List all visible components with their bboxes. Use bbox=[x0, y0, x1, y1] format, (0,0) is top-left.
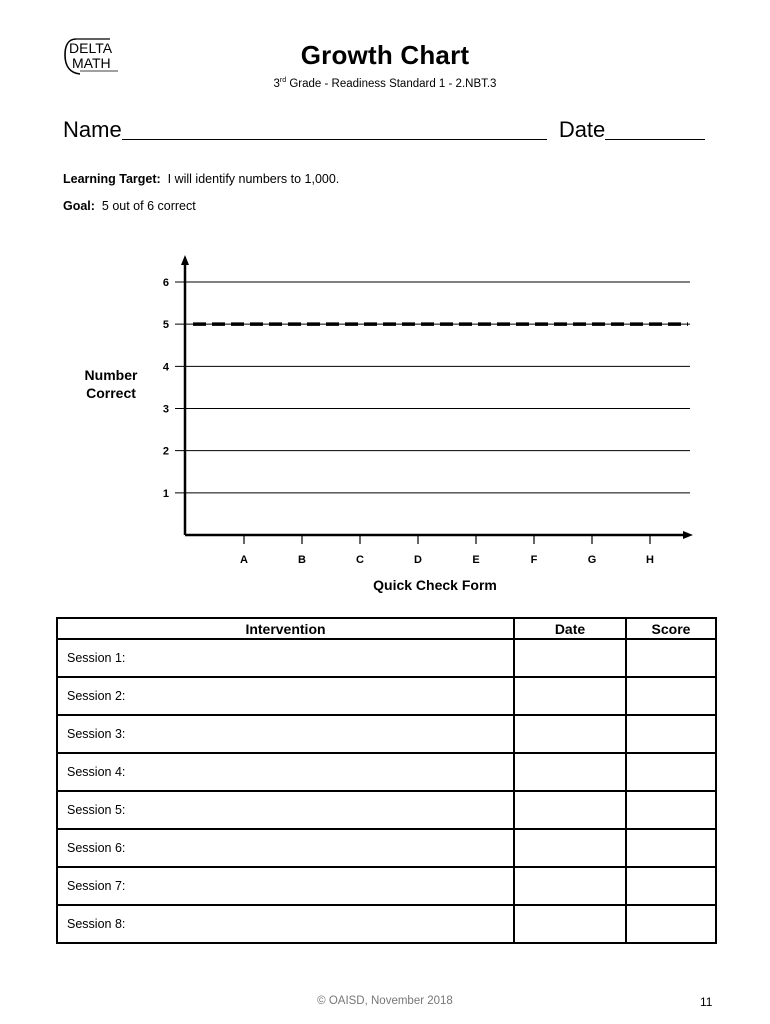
x-axis-arrow bbox=[683, 531, 693, 539]
session-score-cell[interactable] bbox=[626, 867, 716, 905]
session-label[interactable]: Session 2: bbox=[57, 677, 514, 715]
goal bbox=[63, 199, 196, 213]
session-date-cell[interactable] bbox=[514, 639, 626, 677]
session-label[interactable]: Session 5: bbox=[57, 791, 514, 829]
y-tick-label: 1 bbox=[162, 487, 169, 500]
header-intervention: Intervention bbox=[57, 618, 514, 639]
growth-chart bbox=[60, 245, 700, 575]
header-date: Date bbox=[514, 618, 626, 639]
page-number: 11 bbox=[700, 995, 713, 1009]
learning-target-label: Learning Target: bbox=[63, 172, 161, 186]
standard-text: Grade - Readiness Standard 1 - 2.NBT.3 bbox=[286, 77, 497, 90]
x-tick-label: H bbox=[646, 554, 654, 566]
page-title: Growth Chart bbox=[300, 40, 470, 70]
y-axis-label: Number Correct bbox=[84, 367, 138, 401]
intervention-table bbox=[56, 617, 717, 944]
x-tick-label: A bbox=[240, 554, 248, 566]
grade-ordinal: rd bbox=[279, 77, 287, 84]
session-score-cell[interactable] bbox=[626, 905, 716, 943]
learning-target-text: I will identify numbers to 1,000. bbox=[167, 172, 340, 186]
header-score: Score bbox=[626, 618, 716, 639]
session-date-cell[interactable] bbox=[514, 905, 626, 943]
session-date-cell[interactable] bbox=[514, 677, 626, 715]
session-date-cell[interactable] bbox=[514, 791, 626, 829]
grade-number: 3 bbox=[273, 77, 280, 90]
page-subtitle bbox=[0, 77, 770, 90]
x-axis-label: Quick Check Form bbox=[373, 577, 497, 593]
x-tick-label: C bbox=[356, 554, 364, 566]
session-label[interactable]: Session 6: bbox=[57, 829, 514, 867]
table-header-row bbox=[57, 618, 716, 639]
session-label[interactable]: Session 8: bbox=[57, 905, 514, 943]
session-score-cell[interactable] bbox=[626, 829, 716, 867]
table-row bbox=[57, 639, 716, 677]
table-row bbox=[57, 867, 716, 905]
logo-text-bottom: MATH bbox=[72, 55, 111, 71]
goal-text: 5 out of 6 correct bbox=[101, 199, 196, 213]
session-date-cell[interactable] bbox=[514, 715, 626, 753]
session-label[interactable]: Session 1: bbox=[57, 639, 514, 677]
session-score-cell[interactable] bbox=[626, 677, 716, 715]
y-tick-label: 2 bbox=[162, 445, 169, 458]
x-tick-label: B bbox=[298, 554, 306, 566]
session-label[interactable]: Session 3: bbox=[57, 715, 514, 753]
table-row bbox=[57, 677, 716, 715]
y-tick-label: 3 bbox=[162, 403, 169, 416]
session-score-cell[interactable] bbox=[626, 715, 716, 753]
table-row bbox=[57, 905, 716, 943]
x-tick-label: D bbox=[414, 554, 422, 566]
session-score-cell[interactable] bbox=[626, 791, 716, 829]
y-axis-arrow bbox=[181, 255, 189, 265]
session-date-cell[interactable] bbox=[514, 753, 626, 791]
y-tick-label: 6 bbox=[162, 277, 169, 289]
table-row bbox=[57, 753, 716, 791]
table-row bbox=[57, 715, 716, 753]
date-label: Date bbox=[558, 117, 606, 142]
session-date-cell[interactable] bbox=[514, 829, 626, 867]
x-tick-label: G bbox=[587, 554, 597, 566]
learning-target bbox=[63, 172, 339, 186]
logo-text-top: DELTA bbox=[69, 40, 113, 56]
name-label: Name bbox=[63, 117, 122, 142]
x-tick-label: E bbox=[472, 554, 480, 566]
goal-label: Goal: bbox=[63, 199, 95, 213]
session-label[interactable]: Session 7: bbox=[57, 867, 514, 905]
y-tick-label: 4 bbox=[162, 361, 169, 374]
session-date-cell[interactable] bbox=[514, 867, 626, 905]
table-row bbox=[57, 791, 716, 829]
table-row bbox=[57, 829, 716, 867]
copyright-footer: © OAISD, November 2018 bbox=[317, 995, 453, 1007]
session-score-cell[interactable] bbox=[626, 639, 716, 677]
date-field[interactable] bbox=[605, 117, 705, 140]
session-score-cell[interactable] bbox=[626, 753, 716, 791]
name-field[interactable] bbox=[122, 117, 547, 140]
name-date-line bbox=[63, 117, 705, 143]
session-label[interactable]: Session 4: bbox=[57, 753, 514, 791]
y-tick-label: 5 bbox=[162, 319, 169, 332]
x-tick-label: F bbox=[530, 554, 538, 566]
